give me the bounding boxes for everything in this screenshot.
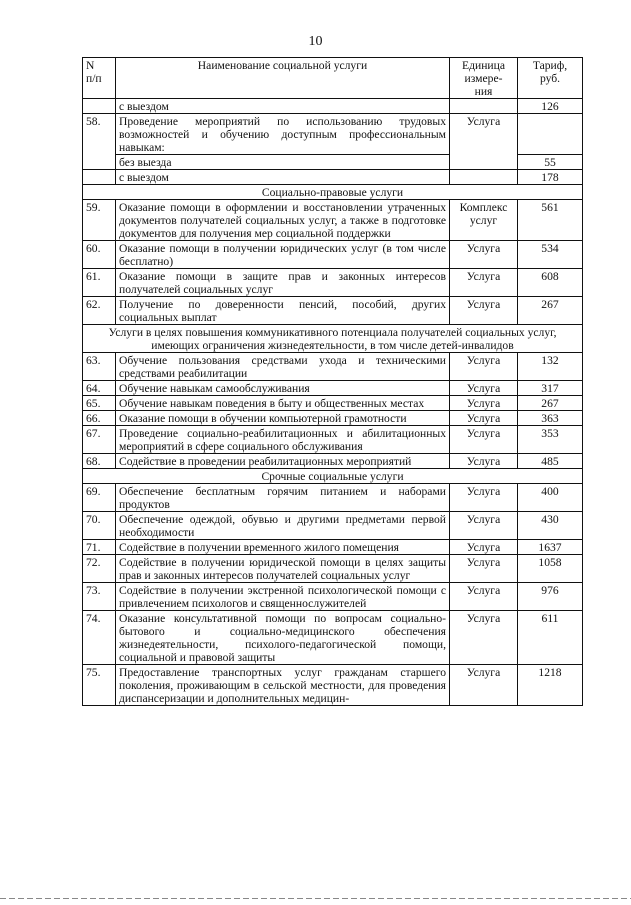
row-unit-cell — [450, 155, 518, 170]
table-row — [83, 381, 583, 396]
row-service-name: Содействие в получении экстренной психологической помощи с привлечением психологов и священнослужителей — [116, 583, 450, 611]
page-number: 10 — [308, 34, 323, 49]
table-row — [83, 426, 583, 454]
row-tariff: 430 — [518, 512, 583, 540]
row-num: 66. — [83, 411, 116, 426]
row-service-name: Проведение социально-реабилитационных и абилитационных мероприятий в сфере социального обслуживания — [116, 426, 450, 454]
row-num-cell — [83, 155, 116, 170]
table-row — [83, 155, 583, 170]
table-row — [83, 454, 583, 469]
table-row — [83, 512, 583, 540]
row-unit: Комплекс услуг — [450, 200, 518, 241]
row-unit: Услуга — [450, 512, 518, 540]
row-service-name: Оказание консультативной помощи по вопросам социально-бытового и социально-медицинского обеспечения жизнедеятельности, психолого-педагогической помощи, социальной и правовой защиты — [116, 611, 450, 665]
header-num: N п/п — [83, 58, 116, 99]
row-tariff: 1637 — [518, 540, 583, 555]
row-unit: Услуга — [450, 411, 518, 426]
row-service-name: без выезда — [116, 155, 450, 170]
row-service-name: Содействие в получении временного жилого помещения — [116, 540, 450, 555]
row-unit: Услуга — [450, 484, 518, 512]
row-num: 65. — [83, 396, 116, 411]
row-num-cell — [83, 170, 116, 185]
page-bottom-rule — [0, 898, 631, 899]
row-num: 67. — [83, 426, 116, 454]
row-num: 64. — [83, 381, 116, 396]
table-row — [83, 353, 583, 381]
row-service-name: Обучение навыкам самообслуживания — [116, 381, 450, 396]
row-tariff: 561 — [518, 200, 583, 241]
row-num: 71. — [83, 540, 116, 555]
row-service-name: Содействие в проведении реабилитационных мероприятий — [116, 454, 450, 469]
row-service-name: Обеспечение бесплатным горячим питанием и наборами продуктов — [116, 484, 450, 512]
row-unit: Услуга — [450, 241, 518, 269]
row-num: 60. — [83, 241, 116, 269]
row-num: 70. — [83, 512, 116, 540]
row-num: 74. — [83, 611, 116, 665]
row-unit: Услуга — [450, 426, 518, 454]
row-num: 75. — [83, 665, 116, 706]
table-row — [83, 241, 583, 269]
table-row — [83, 200, 583, 241]
row-tariff: 267 — [518, 297, 583, 325]
row-num-cell — [83, 99, 116, 114]
section-title: Социально-правовые услуги — [83, 185, 583, 200]
table-row — [83, 396, 583, 411]
table-body — [83, 99, 583, 706]
table-header-row — [83, 58, 583, 99]
row-tariff: 132 — [518, 353, 583, 381]
row-unit: Услуга — [450, 297, 518, 325]
row-num: 63. — [83, 353, 116, 381]
row-unit: Услуга — [450, 353, 518, 381]
row-tariff: 55 — [518, 155, 583, 170]
table-row — [83, 99, 583, 114]
row-num: 68. — [83, 454, 116, 469]
section-row — [83, 469, 583, 484]
table-row — [83, 484, 583, 512]
row-unit: Услуга — [450, 555, 518, 583]
row-tariff: 485 — [518, 454, 583, 469]
row-num: 59. — [83, 200, 116, 241]
row-tariff: 353 — [518, 426, 583, 454]
section-title: Услуги в целях повышения коммуникативного потенциала получателей социальных услуг, имеющих ограничения жизнедеятельности, в том числе детей-инвалидов — [83, 325, 583, 353]
row-num: 58. — [83, 114, 116, 155]
row-service-name: Предоставление транспортных услуг гражданам старшего поколения, проживающим в сельской местности, для проведения диспансеризации и дополнительных медицин- — [116, 665, 450, 706]
row-tariff-empty — [518, 114, 583, 155]
row-num: 69. — [83, 484, 116, 512]
row-unit: Услуга — [450, 583, 518, 611]
row-num: 73. — [83, 583, 116, 611]
row-tariff: 126 — [518, 99, 583, 114]
row-num: 61. — [83, 269, 116, 297]
section-row — [83, 325, 583, 353]
table-row — [83, 114, 583, 155]
header-name: Наименование социальной услуги — [116, 58, 450, 99]
row-service-name: Обеспечение одеждой, обувью и другими предметами первой необходимости — [116, 512, 450, 540]
row-tariff: 178 — [518, 170, 583, 185]
section-title: Срочные социальные услуги — [83, 469, 583, 484]
row-service-name: Оказание помощи в защите прав и законных интересов получателей социальных услуг — [116, 269, 450, 297]
row-unit-cell — [450, 99, 518, 114]
header-unit: Единица измере- ния — [450, 58, 518, 99]
row-unit: Услуга — [450, 114, 518, 155]
table-row — [83, 611, 583, 665]
header-tariff: Тариф, руб. — [518, 58, 583, 99]
row-service-name: с выездом — [116, 170, 450, 185]
table-row — [83, 170, 583, 185]
table-row — [83, 269, 583, 297]
table-row — [83, 555, 583, 583]
row-tariff: 317 — [518, 381, 583, 396]
row-service-name: Получение по доверенности пенсий, пособий, других социальных выплат — [116, 297, 450, 325]
row-service-name: Обучение пользования средствами ухода и техническими средствами реабилитации — [116, 353, 450, 381]
services-tariff-table — [82, 57, 583, 706]
table-row — [83, 583, 583, 611]
row-service-name: Оказание помощи в оформлении и восстановлении утраченных документов получателей социальных услуг, а также в подготовке документов для получения мер социальной поддержки — [116, 200, 450, 241]
row-service-name: с выездом — [116, 99, 450, 114]
row-unit: Услуга — [450, 665, 518, 706]
row-service-name: Содействие в получении юридической помощи в целях защиты прав и законных интересов получателей социальных услуг — [116, 555, 450, 583]
row-num: 62. — [83, 297, 116, 325]
table-row — [83, 411, 583, 426]
row-unit: Услуга — [450, 269, 518, 297]
section-row — [83, 185, 583, 200]
table-row — [83, 540, 583, 555]
row-unit: Услуга — [450, 381, 518, 396]
table-row — [83, 297, 583, 325]
row-unit: Услуга — [450, 540, 518, 555]
row-tariff: 611 — [518, 611, 583, 665]
row-tariff: 976 — [518, 583, 583, 611]
row-service-name: Оказание помощи в обучении компьютерной грамотности — [116, 411, 450, 426]
row-num: 72. — [83, 555, 116, 583]
row-tariff: 400 — [518, 484, 583, 512]
row-tariff: 363 — [518, 411, 583, 426]
row-tariff: 1058 — [518, 555, 583, 583]
row-unit: Услуга — [450, 611, 518, 665]
row-unit-cell — [450, 170, 518, 185]
row-service-name: Обучение навыкам поведения в быту и общественных местах — [116, 396, 450, 411]
row-unit: Услуга — [450, 454, 518, 469]
row-tariff: 534 — [518, 241, 583, 269]
row-unit: Услуга — [450, 396, 518, 411]
row-service-name: Оказание помощи в получении юридических услуг (в том числе бесплатно) — [116, 241, 450, 269]
row-tariff: 608 — [518, 269, 583, 297]
row-tariff: 267 — [518, 396, 583, 411]
row-tariff: 1218 — [518, 665, 583, 706]
row-service-name: Проведение мероприятий по использованию трудовых возможностей и обучению доступным профессиональным навыкам: — [116, 114, 450, 155]
table-row — [83, 665, 583, 706]
